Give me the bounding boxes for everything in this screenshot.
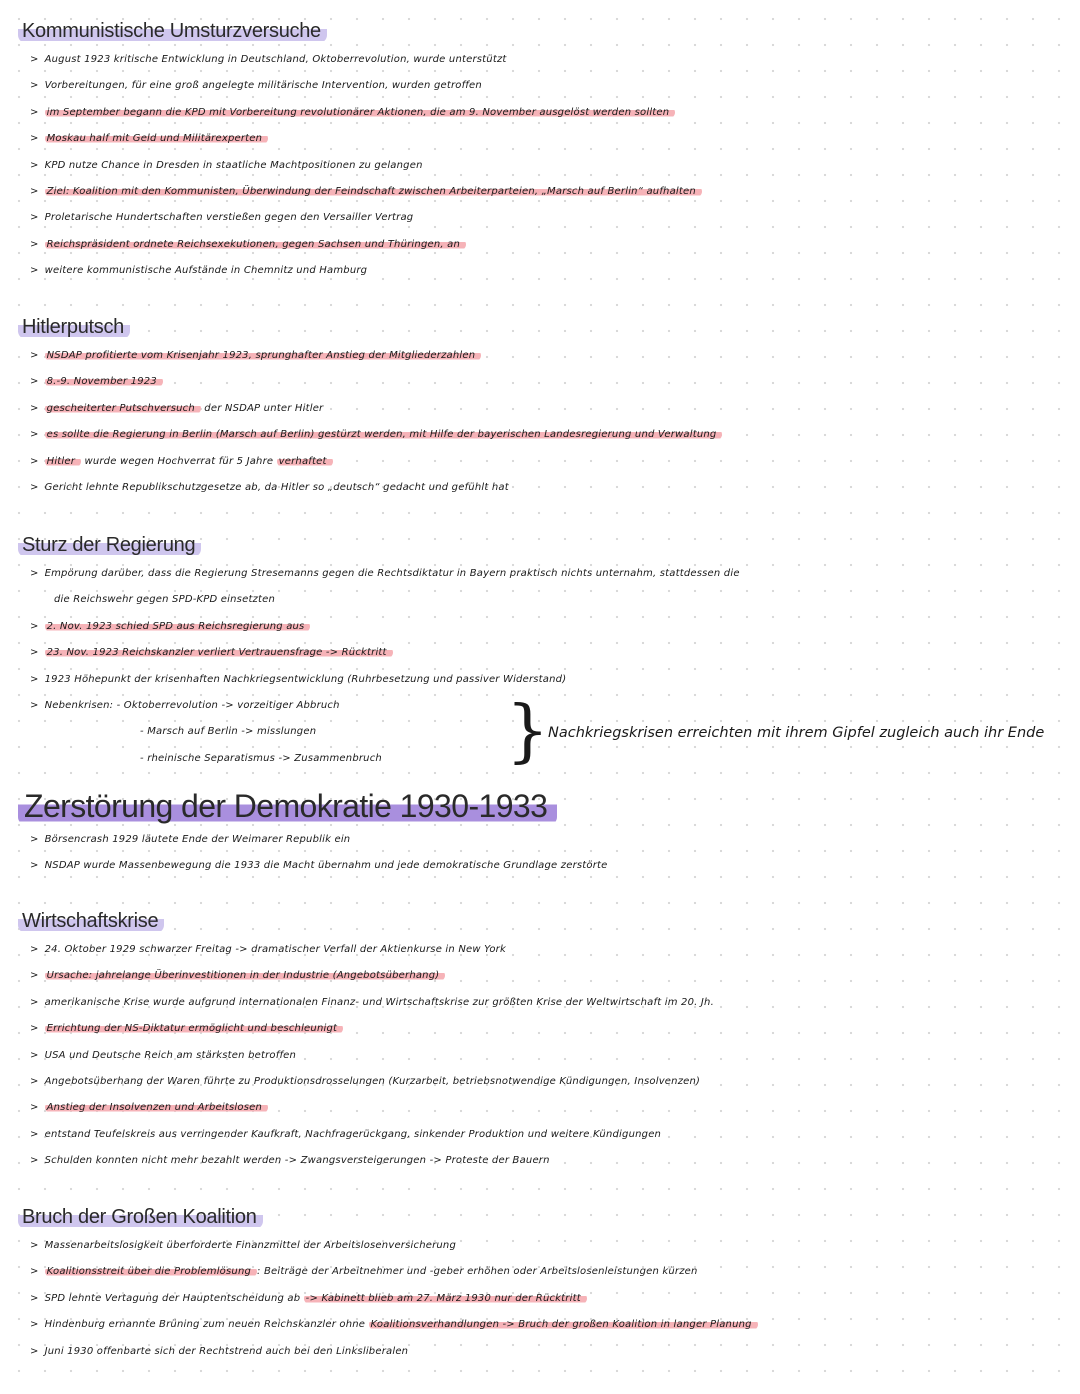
note-line: > 8.-9. November 1923 xyxy=(30,369,1080,395)
note-line: > amerikanische Krise wurde aufgrund internationalen Finanz- und Wirtschaftskrise zur größten Krise der Weltwirtschaft im 20. Jh. xyxy=(30,996,714,1008)
section-heading: Bruch der Großen Koalition xyxy=(18,1206,263,1229)
chapter-heading: Zerstörung der Demokratie 1930-1933 xyxy=(18,788,557,825)
bullet-arrow-icon: > xyxy=(30,673,39,685)
section-sturz xyxy=(0,534,1080,772)
bullet-arrow-icon: > xyxy=(30,1240,39,1251)
note-line: > es sollte die Regierung in Berlin (Marsch auf Berlin) gestürzt werden, mit Hilfe der bayerischen Landesregierung und Verwaltung xyxy=(30,422,1080,448)
bullet-arrow-icon: > xyxy=(30,1075,39,1087)
note-line: > Börsencrash 1929 läutete Ende der Weimarer Republik ein xyxy=(30,834,351,845)
bullet-arrow-icon: > xyxy=(30,429,39,441)
note-list xyxy=(30,937,1080,1175)
brace-note: Nachkriegskrisen erreichten mit ihrem Gipfel zugleich auch ihr Ende xyxy=(548,725,1045,741)
bullet-arrow-icon: > xyxy=(30,1319,39,1331)
note-list xyxy=(30,1233,1080,1365)
bullet-arrow-icon: > xyxy=(30,647,39,659)
note-line: > Ziel: Koalition mit den Kommunisten, Überwindung der Feindschaft zwischen Arbeiterparteien, „Marsch auf Berlin“ aufhalten xyxy=(30,179,1080,205)
note-line: > Hindenburg ernannte Brüning zum neuen Reichskanzler ohne Koalitionsverhandlungen -> Bruch der großen Koalition in langer Planung xyxy=(30,1312,1080,1338)
note-line: > weitere kommunistische Aufstände in Chemnitz und Hamburg xyxy=(30,265,368,277)
bullet-arrow-icon: > xyxy=(30,106,39,118)
bullet-arrow-icon: > xyxy=(30,402,39,414)
bullet-arrow-icon: > xyxy=(30,481,39,493)
bullet-arrow-icon: > xyxy=(30,133,39,145)
bullet-arrow-icon: > xyxy=(30,238,39,250)
note-list xyxy=(30,343,1080,501)
note-line: > Hitler wurde wegen Hochverrat für 5 Jahre verhaftet xyxy=(30,449,1080,475)
note-line: > 2. Nov. 1923 schied SPD aus Reichsregierung aus xyxy=(30,614,1080,640)
note-line: > Anstieg der Insolvenzen und Arbeitslosen xyxy=(30,1095,1080,1121)
note-line: > 24. Oktober 1929 schwarzer Freitag -> dramatischer Verfall der Aktienkurse in New York xyxy=(30,944,506,955)
note-line: > Vorbereitungen, für eine groß angelegte militärische Intervention, wurden getroffen xyxy=(30,80,482,92)
curly-brace-icon: } xyxy=(506,692,550,771)
bullet-arrow-icon: > xyxy=(30,834,39,845)
bullet-arrow-icon: > xyxy=(30,1292,39,1304)
note-line: > Koalitionsstreit über die Problemlösung : Beiträge der Arbeitnehmer und -geber erhöhen oder Arbeitslosenleistungen kürzen xyxy=(30,1266,698,1278)
sub-item: - Marsch auf Berlin -> misslungen xyxy=(140,726,317,738)
section-bruch-koalition xyxy=(0,1206,1080,1365)
note-line: > Massenarbeitslosigkeit überforderte Finanzmittel der Arbeitslosenversicherung xyxy=(30,1240,457,1251)
note-line: > KPD nutze Chance in Dresden in staatliche Machtpositionen zu gelangen xyxy=(30,159,423,171)
note-line: > Proletarische Hundertschaften verstießen gegen den Versailler Vertrag xyxy=(30,212,414,224)
note-line: > gescheiterter Putschversuch der NSDAP unter Hitler xyxy=(30,402,324,414)
note-line: > Nebenkrisen: - Oktoberrevolution -> vorzeitiger Abbruch xyxy=(30,699,340,711)
sub-item: - rheinische Separatismus -> Zusammenbruch xyxy=(140,752,382,764)
note-line: > NSDAP wurde Massenbewegung die 1933 die Macht übernahm und jede demokratische Grundlage zerstörte xyxy=(30,860,608,872)
section-hitlerputsch xyxy=(0,316,1080,501)
bullet-arrow-icon: > xyxy=(30,350,39,361)
bullet-arrow-icon: > xyxy=(30,1023,39,1035)
bullet-arrow-icon: > xyxy=(30,376,39,388)
bullet-arrow-icon: > xyxy=(30,1155,39,1167)
bullet-arrow-icon: > xyxy=(30,944,39,955)
note-line: > Gericht lehnte Republikschutzgesetze ab, da Hitler so „deutsch“ gedacht und gefühlt hat xyxy=(30,481,509,493)
note-list xyxy=(30,47,1080,285)
note-line-continued: die Reichswehr gegen SPD-KPD einsetzten xyxy=(54,594,276,606)
bullet-arrow-icon: > xyxy=(30,80,39,92)
note-line: > August 1923 kritische Entwicklung in Deutschland, Oktoberrevolution, wurde unterstützt xyxy=(30,54,507,65)
bullet-arrow-icon: > xyxy=(30,212,39,224)
section-heading: Wirtschaftskrise xyxy=(18,910,164,933)
note-line: > Juni 1930 offenbarte sich der Rechtstrend auch bei den Linksliberalen xyxy=(30,1345,409,1357)
bullet-arrow-icon: > xyxy=(30,996,39,1008)
section-heading: Kommunistische Umsturzversuche xyxy=(18,20,327,43)
bullet-arrow-icon: > xyxy=(30,159,39,171)
bullet-arrow-icon: > xyxy=(30,620,39,632)
section-heading: Sturz der Regierung xyxy=(18,534,201,557)
note-line: > entstand Teufelskreis aus verringender Kaufkraft, Nachfragerückgang, sinkender Produktion und weitere Kündigungen xyxy=(30,1128,662,1140)
section-wirtschaftskrise xyxy=(0,910,1080,1175)
note-line: > SPD lehnte Vertagung der Hauptentscheidung ab -> Kabinett blieb am 27. März 1930 nur der Rücktritt xyxy=(30,1286,1080,1312)
bullet-arrow-icon: > xyxy=(30,699,39,711)
note-line: > NSDAP profitierte vom Krisenjahr 1923, sprunghafter Anstieg der Mitgliederzahlen xyxy=(30,343,1080,369)
bullet-arrow-icon: > xyxy=(30,185,39,197)
bullet-arrow-icon: > xyxy=(30,1049,39,1061)
note-list xyxy=(30,827,1080,880)
section-zerstoerung xyxy=(0,788,1080,880)
bullet-arrow-icon: > xyxy=(30,970,39,982)
bullet-arrow-icon: > xyxy=(30,1266,39,1278)
note-line: > 1923 Höhepunkt der krisenhaften Nachkriegsentwicklung (Ruhrbesetzung und passiver Widerstand) xyxy=(30,673,567,685)
bullet-arrow-icon: > xyxy=(30,455,39,467)
note-line: > 23. Nov. 1923 Reichskanzler verliert Vertrauensfrage -> Rücktritt xyxy=(30,640,1080,666)
bullet-arrow-icon: > xyxy=(30,860,39,872)
note-line: > Schulden konnten nicht mehr bezahlt werden -> Zwangsversteigerungen -> Proteste der Bauern xyxy=(30,1155,550,1167)
note-line: > Angebotsüberhang der Waren führte zu Produktionsdrosselungen (Kurzarbeit, betriebsnotwendige Kündigungen, Insolvenzen) xyxy=(30,1075,701,1087)
bullet-arrow-icon: > xyxy=(30,54,39,65)
note-line: > Reichspräsident ordnete Reichsexekutionen, gegen Sachsen und Thüringen, an xyxy=(30,232,1080,258)
bullet-arrow-icon: > xyxy=(30,265,39,277)
bullet-arrow-icon: > xyxy=(30,1128,39,1140)
bullet-arrow-icon: > xyxy=(30,1102,39,1114)
note-line: > USA und Deutsche Reich am stärksten betroffen xyxy=(30,1049,297,1061)
note-line: > Empörung darüber, dass die Regierung Stresemanns gegen die Rechtsdiktatur in Bayern praktisch nichts unternahm, stattdessen die xyxy=(30,568,740,579)
section-heading: Hitlerputsch xyxy=(18,316,130,339)
note-line: > Ursache: jahrelange Überinvestitionen in der Industrie (Angebotsüberhang) xyxy=(30,963,1080,989)
bullet-arrow-icon: > xyxy=(30,568,39,579)
note-line: > im September begann die KPD mit Vorbereitung revolutionärer Aktionen, die am 9. November ausgelöst werden sollten xyxy=(30,100,1080,126)
section-umsturz xyxy=(0,20,1080,285)
note-line: > Errichtung der NS-Diktatur ermöglicht und beschleunigt xyxy=(30,1016,1080,1042)
bullet-arrow-icon: > xyxy=(30,1345,39,1357)
note-line: > Moskau half mit Geld und Militärexperten xyxy=(30,126,1080,152)
